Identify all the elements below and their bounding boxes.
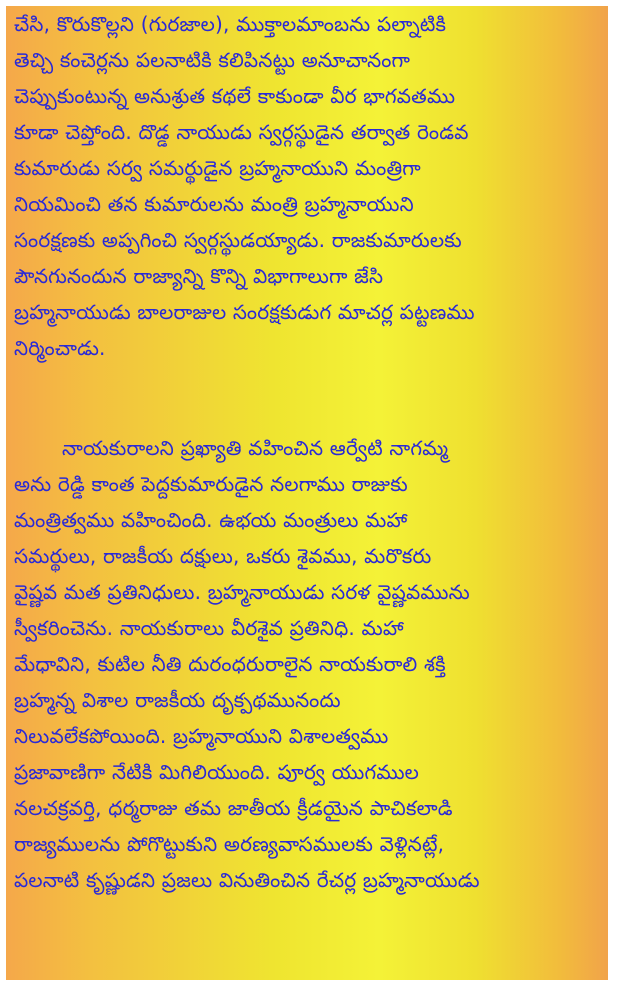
text-line: స్వీకరించెను. నాయకురాలు వీరశైవ ప్రతినిధి. మహా <box>14 616 404 640</box>
text-line: బ్రహ్మనాయుడు బాలరాజుల సంరక్షకుడుగ మాచర్ల పట్టణము <box>14 300 475 324</box>
text-line: నాయకురాలని ప్రఖ్యాతి వహించిన ఆర్వేటి నాగమ్మ <box>62 436 449 460</box>
text-line: మంత్రిత్వము వహించింది. ఉభయ మంత్రులు మహా <box>14 508 408 532</box>
text-line: బ్రహ్మన్న విశాల రాజకీయ దృక్పథమునందు <box>14 688 341 712</box>
text-line: చేసి, కొరుకొల్లని (గురజాల), ముక్తాలమాంబను పల్నాటికి <box>14 12 447 36</box>
text-line: నిర్మించాడు. <box>14 336 106 360</box>
text-line: మేధావిని, కుటిల నీతి దురంధరురాలైన నాయకురాలి శక్తి <box>14 652 446 676</box>
text-line: నియమించి తన కుమారులను మంత్రి బ్రహ్మనాయుని <box>14 192 414 216</box>
text-line: పౌనగునందున రాజ్యాన్ని కొన్ని విభాగాలుగా జేసి <box>14 264 384 288</box>
text-line: అను రెడ్డి కాంత పెద్దకుమారుడైన నలగాము రాజుకు <box>14 472 408 496</box>
text-page <box>6 6 608 980</box>
text-line: పలనాటి కృష్ణుడని ప్రజలు వినుతించిన రేచర్ల బ్రహ్మనాయుడు <box>14 868 480 892</box>
text-line: చెప్పుకుంటున్న అనుశ్రుత కథలే కాకుండా వీర భాగవతము <box>14 84 456 108</box>
text-line: ప్రజావాణిగా నేటికి మిగిలియుంది. పూర్వ యుగముల <box>14 760 420 784</box>
text-line: సమర్థులు, రాజకీయ దక్షులు, ఒకరు శైవము, మరొకరు <box>14 544 432 568</box>
text-line: వైష్ణవ మత ప్రతినిధులు. బ్రహ్మనాయుడు సరళ వైష్ణవమును <box>14 580 470 604</box>
text-line: తెచ్చి కంచెర్లను పలనాటికి కలిపినట్టు అనూచానంగా <box>14 48 411 72</box>
text-line: నిలువలేకపోయింది. బ్రహ్మనాయుని విశాలత్వము <box>14 724 389 748</box>
text-line: కూడా చెప్తోంది. దొడ్డ నాయుడు స్వర్గస్థుడైన తర్వాత రెండవ <box>14 120 469 144</box>
text-line: నలచక్రవర్తి, ధర్మరాజు తమ జాతీయ క్రీడయైన పాచికలాడి <box>14 796 453 820</box>
text-line: రాజ్యములను పోగొట్టుకుని అరణ్యవాసములకు వెళ్లినట్లే, <box>14 832 445 856</box>
text-line: సంరక్షణకు అప్పగించి స్వర్గస్థుడయ్యాడు. రాజకుమారులకు <box>14 228 462 252</box>
paragraph-2 <box>14 430 604 898</box>
paragraph-1 <box>14 6 604 366</box>
text-line: కుమారుడు సర్వ సమర్థుడైన బ్రహ్మనాయుని మంత్రిగా <box>14 156 421 180</box>
